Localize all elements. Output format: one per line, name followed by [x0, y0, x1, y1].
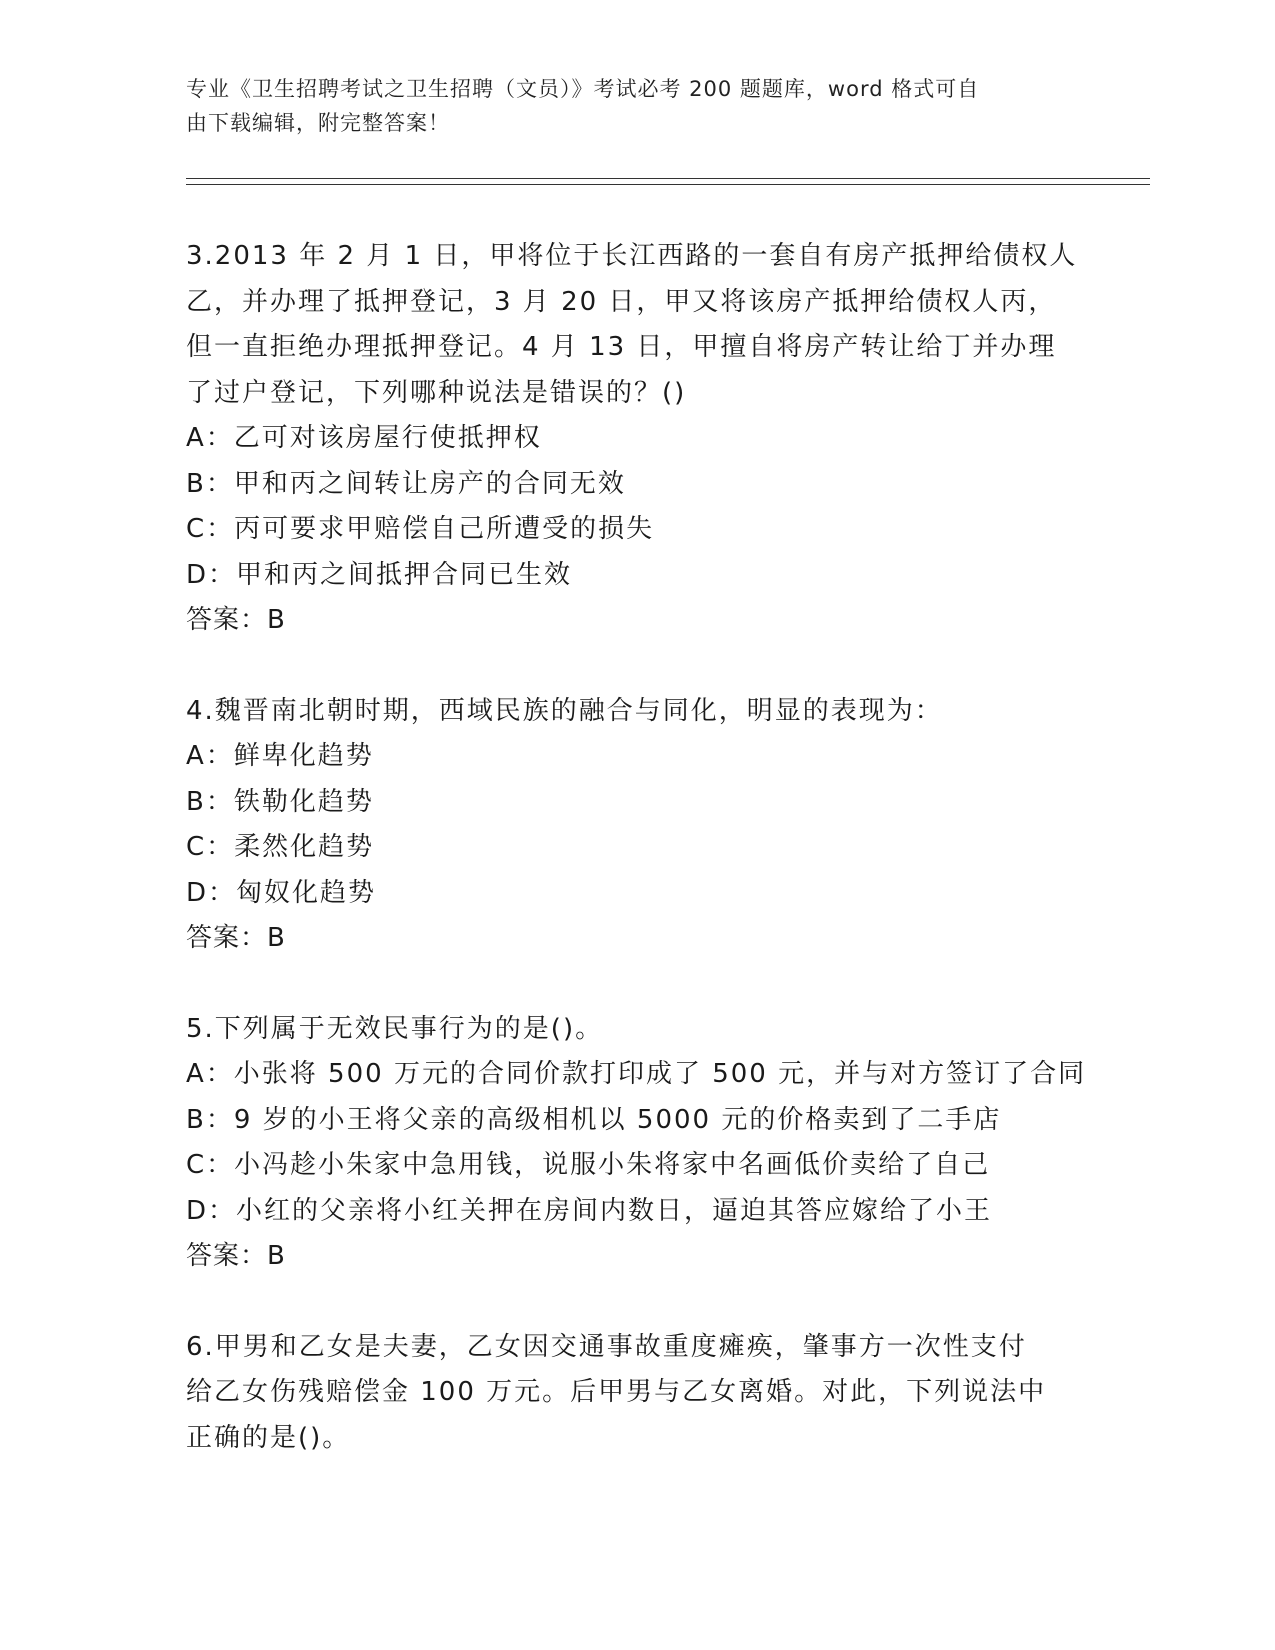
question-3-line-4: 了过户登记，下列哪种说法是错误的？()	[186, 377, 687, 408]
question-spacer	[186, 644, 1086, 689]
header-line-2: 由下载编辑，附完整答案！	[186, 111, 450, 135]
document-header	[186, 72, 1066, 140]
header-divider-top	[186, 178, 1150, 179]
question-3-option-a: A：乙可对该房屋行使抵押权	[186, 423, 542, 453]
question-3	[186, 234, 1086, 644]
question-4	[186, 689, 1086, 962]
question-5-line-1: 5.下列属于无效民事行为的是()。	[186, 1013, 604, 1044]
question-4-answer: 答案：B	[186, 923, 286, 953]
question-4-line-1: 4.魏晋南北朝时期，西域民族的融合与同化，明显的表现为：	[186, 695, 943, 726]
question-3-line-1: 3.2013 年 2 月 1 日，甲将位于长江西路的一套自有房产抵押给债权人	[186, 241, 1078, 271]
question-6	[186, 1325, 1086, 1462]
question-3-answer: 答案：B	[186, 605, 286, 635]
question-6-line-1: 6.甲男和乙女是夫妻，乙女因交通事故重度瘫痪，肇事方一次性支付	[186, 1331, 1027, 1362]
question-4-option-d: D：匈奴化趋势	[186, 877, 377, 908]
question-6-line-3: 正确的是()。	[186, 1422, 351, 1453]
question-5-option-a: A：小张将 500 万元的合同价款打印成了 500 元，并与对方签订了合同	[186, 1059, 1087, 1089]
question-3-line-2: 乙，并办理了抵押登记，3 月 20 日，甲又将该房产抵押给债权人丙，	[186, 286, 1057, 317]
question-3-option-d: D：甲和丙之间抵押合同已生效	[186, 559, 573, 590]
question-5	[186, 1007, 1086, 1280]
header-line-1: 专业《卫生招聘考试之卫生招聘（文员）》考试必考 200 题题库，word 格式可自	[186, 77, 980, 101]
question-5-option-d: D：小红的父亲将小红关押在房间内数日，逼迫其答应嫁给了小王	[186, 1195, 993, 1226]
question-5-option-c: C：小冯趁小朱家中急用钱，说服小朱将家中名画低价卖给了自己	[186, 1150, 991, 1180]
question-3-option-c: C：丙可要求甲赔偿自己所遭受的损失	[186, 514, 655, 544]
question-spacer	[186, 1280, 1086, 1325]
question-5-option-b: B：9 岁的小王将父亲的高级相机以 5000 元的价格卖到了二手店	[186, 1104, 1002, 1135]
question-spacer	[186, 962, 1086, 1007]
question-3-line-3: 但一直拒绝办理抵押登记。4 月 13 日，甲擅自将房产转让给丁并办理	[186, 332, 1057, 362]
question-4-option-a: A：鲜卑化趋势	[186, 741, 374, 771]
question-5-answer: 答案：B	[186, 1241, 286, 1271]
question-6-line-2: 给乙女伤残赔偿金 100 万元。后甲男与乙女离婚。对此，下列说法中	[186, 1377, 1047, 1407]
question-4-option-c: C：柔然化趋势	[186, 832, 375, 862]
question-3-option-b: B：甲和丙之间转让房产的合同无效	[186, 468, 626, 499]
question-list	[186, 234, 1086, 1461]
header-divider-bottom	[186, 184, 1150, 185]
question-4-option-b: B：铁勒化趋势	[186, 786, 374, 817]
